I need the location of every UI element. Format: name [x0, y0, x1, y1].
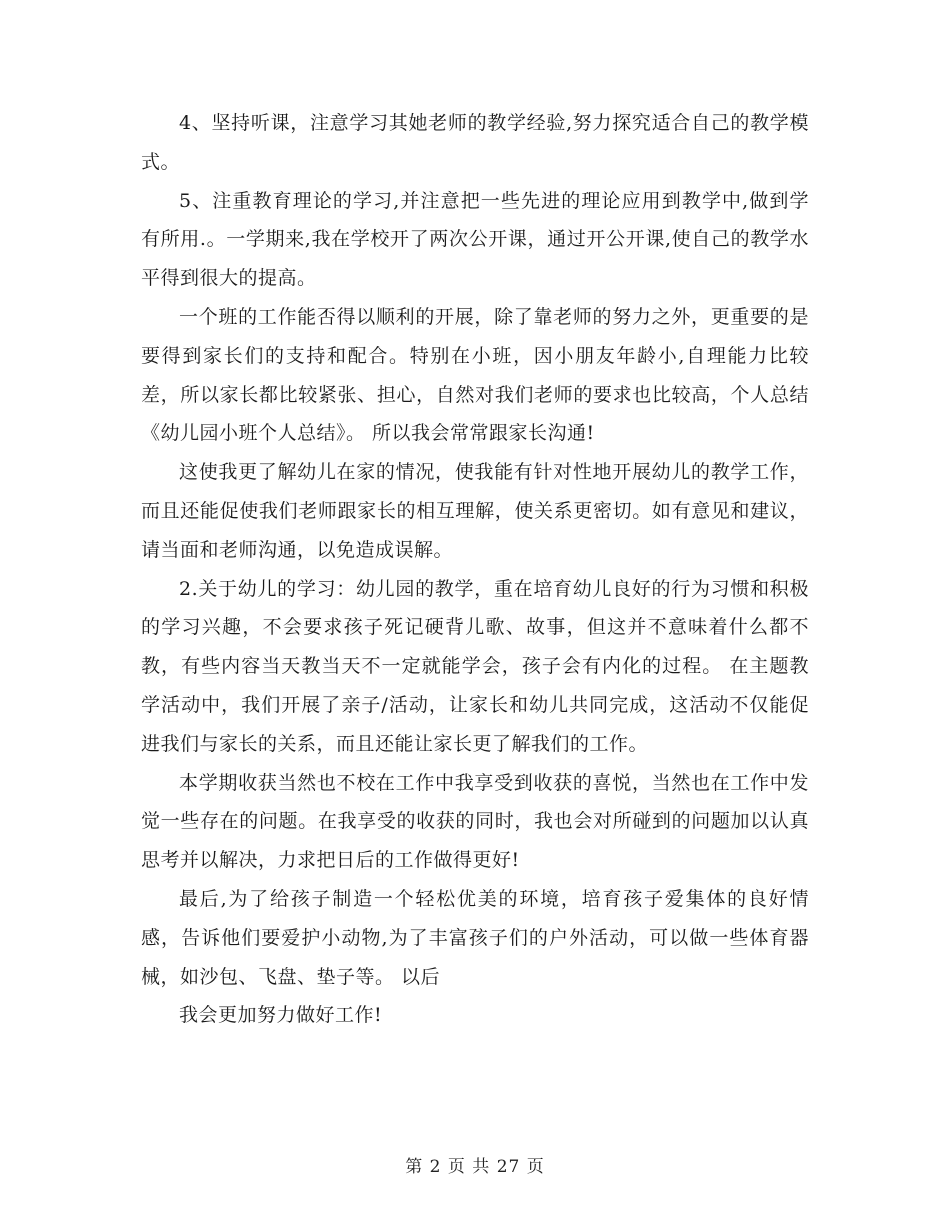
paragraph-7: 最后,为了给孩子制造一个轻松优美的环境，培育孩子爱集体的良好情感，告诉他们要爱护小动物,为了丰富孩子们的户外活动，可以做一些体育器械，如沙包、飞盘、垫子等。 以后 — [141, 887, 809, 988]
paragraph-1: 4、坚持听课，注意学习其她老师的教学经验,努力探究适合自己的教学模式。 — [141, 112, 809, 173]
paragraph-5: 2.关于幼儿的学习：幼儿园的教学，重在培育幼儿良好的行为习惯和积极的学习兴趣，不会要求孩子死记硬背儿歌、故事，但这并不意味着什么都不教，有些内容当天教当天不一定就能学会，孩子会有内化的过程。 在主题教学活动中，我们开展了亲子/活动，让家长和幼儿共同完成，这活动不仅能促进我们与家长的关系，而且还能让家长更了解我们的工作。 — [141, 577, 809, 755]
paragraph-4: 这使我更了解幼儿在家的情况，使我能有针对性地开展幼儿的教学工作，而且还能促使我们老师跟家长的相互理解，使关系更密切。如有意见和建议，请当面和老师沟通，以免造成误解。 — [141, 461, 809, 561]
document-body — [141, 104, 809, 1035]
paragraph-6: 本学期收获当然也不校在工作中我享受到收获的喜悦，当然也在工作中发觉一些存在的问题。在我享受的收获的同时，我也会对所碰到的问题加以认真思考并以解决，力求把日后的工作做得更好! — [141, 771, 809, 872]
paragraph-2: 5、注重教育理论的学习,并注意把一些先进的理论应用到教学中,做到学有所用.。一学期来,我在学校开了两次公开课，通过开公开课,使自己的教学水平得到很大的提高。 — [141, 189, 809, 290]
paragraph-3: 一个班的工作能否得以顺利的开展，除了靠老师的努力之外，更重要的是要得到家长们的支持和配合。特别在小班，因小朋友年龄小,自理能力比较差，所以家长都比较紧张、担心，自然对我们老师的要求也比较高，个人总结《幼儿园小班个人总结》。 所以我会常常跟家长沟通! — [141, 305, 809, 445]
page-number-footer: 第 2 页 共 27 页 — [405, 1157, 545, 1177]
paragraph-8: 我会更加努力做好工作! — [179, 1004, 383, 1027]
